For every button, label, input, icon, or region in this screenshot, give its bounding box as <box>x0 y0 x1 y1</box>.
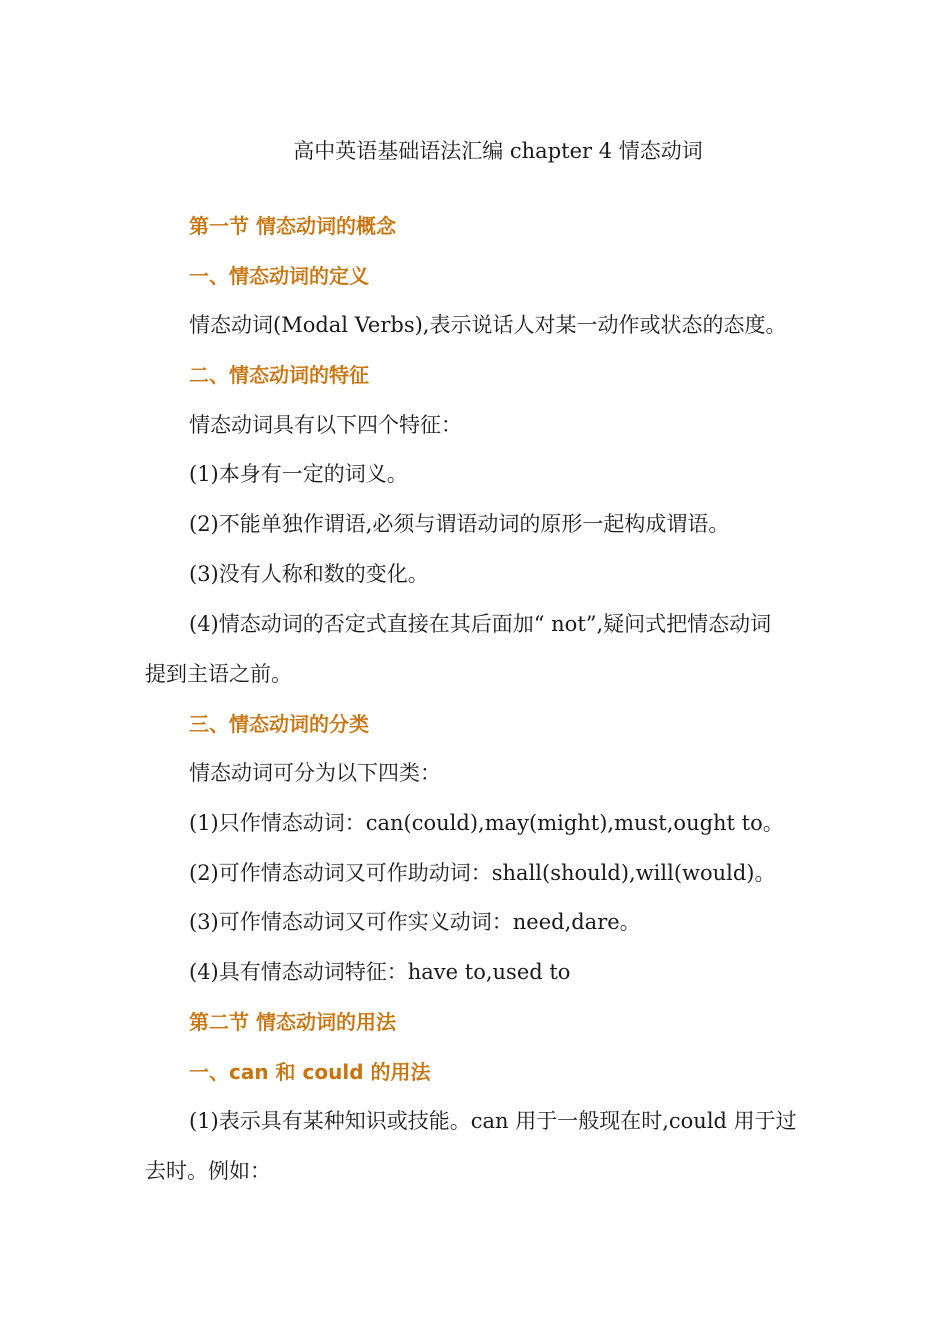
list-item: (4)具有情态动词特征：have to,used to <box>189 960 571 984</box>
subsection-heading: 二、情态动词的特征 <box>189 363 369 387</box>
subsection-heading: 三、情态动词的分类 <box>189 712 369 736</box>
list-item: (1)表示具有某种知识或技能。can 用于一般现在时,could 用于过 <box>189 1109 797 1133</box>
list-item-continuation: 去时。例如： <box>145 1159 271 1183</box>
document-title: 高中英语基础语法汇编 chapter 4 情态动词 <box>293 139 703 163</box>
list-item-continuation: 提到主语之前。 <box>145 662 292 686</box>
paragraph-line: 情态动词(Modal Verbs),表示说话人对某一动作或状态的态度。 <box>189 313 787 337</box>
list-item: (3)可作情态动词又可作实义动词：need,dare。 <box>189 910 641 934</box>
section-heading: 第二节 情态动词的用法 <box>189 1010 396 1034</box>
list-item: (4)情态动词的否定式直接在其后面加“ not”,疑问式把情态动词 <box>189 612 772 636</box>
paragraph-line: 情态动词具有以下四个特征： <box>189 413 462 437</box>
list-item: (2)可作情态动词又可作助动词：shall(should),will(would)。 <box>189 861 776 885</box>
subsection-heading: 一、情态动词的定义 <box>189 264 369 288</box>
list-item: (1)只作情态动词：can(could),may(might),must,ought to。 <box>189 811 784 835</box>
list-item: (2)不能单独作谓语,必须与谓语动词的原形一起构成谓语。 <box>189 512 730 536</box>
list-item: (3)没有人称和数的变化。 <box>189 562 429 586</box>
list-item: (1)本身有一定的词义。 <box>189 462 408 486</box>
subsection-heading: 一、can 和 could 的用法 <box>189 1060 431 1084</box>
section-heading: 第一节 情态动词的概念 <box>189 214 396 238</box>
paragraph-line: 情态动词可分为以下四类： <box>189 761 441 785</box>
